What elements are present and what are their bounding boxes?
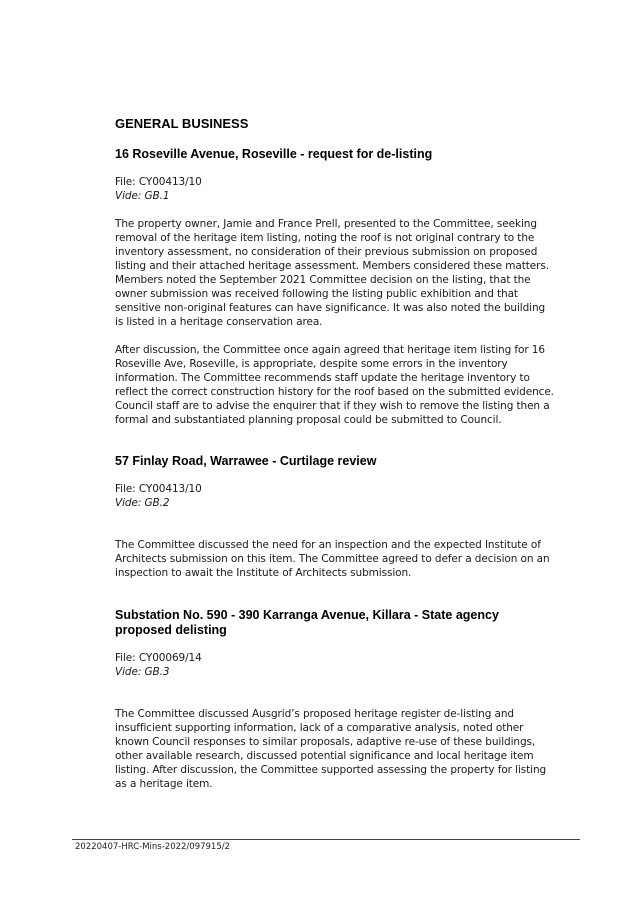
item-1-paragraph-1: The property owner, Jamie and France Prell, presented to the Committee, seeking removal of the heritage item listing, noting the roof is not original contrary to the inventory assessment, no consideration of their previous submission on proposed listing and their attached heritage assessment. Members considered these matters. Members noted the September 2021 Committee decision on the listing, that the owner submission was received following the listing public exhibition and that sensitive non-original features can have significance. It was also noted the building is listed in a heritage conservation area.: [115, 218, 549, 328]
item-2-heading: 57 Finlay Road, Warrawee - Curtilage review: [115, 454, 377, 468]
item-3-vide-ref: Vide: GB.3: [115, 666, 170, 678]
item-2-paragraph-1: The Committee discussed the need for an inspection and the expected Institute of Architects submission on this item. The Committee agreed to defer a decision on an inspection to await the Institute of Architects submission.: [115, 539, 550, 579]
item-1-vide-ref: Vide: GB.1: [115, 190, 170, 202]
section-title: GENERAL BUSINESS: [115, 116, 249, 131]
footer-divider: [72, 839, 580, 840]
footer-document-reference: 20220407-HRC-Mins-2022/097915/2: [75, 842, 231, 852]
item-3-file-ref: File: CY00069/14: [115, 652, 202, 664]
item-1-file-ref: File: CY00413/10: [115, 176, 202, 188]
item-2-file-ref: File: CY00413/10: [115, 483, 202, 495]
item-3-paragraph-1: The Committee discussed Ausgrid’s proposed heritage register de-listing and insufficient supporting information, lack of a comparative analysis, noted other known Council responses to similar proposals, adaptive re-use of these buildings, other available research, discussed potential significance and local heritage item listing. After discussion, the Committee supported assessing the property for listing as a heritage item.: [115, 708, 547, 790]
item-2-vide-ref: Vide: GB.2: [115, 497, 170, 509]
item-1-paragraph-2: After discussion, the Committee once again agreed that heritage item listing for 16 Roseville Ave, Roseville, is appropriate, despite some errors in the inventory information. The Committee recommends staff update the heritage inventory to reflect the correct construction history for the roof based on the submitted evidence. Council staff are to advise the enquirer that if they wish to remove the listing then a formal and substantiated planning proposal could be submitted to Council.: [115, 344, 554, 426]
item-1-heading: 16 Roseville Avenue, Roseville - request for de-listing: [115, 147, 433, 161]
item-3-heading: Substation No. 590 - 390 Karranga Avenue, Killara - State agency proposed delisting: [115, 608, 499, 637]
document-body: [115, 116, 555, 791]
